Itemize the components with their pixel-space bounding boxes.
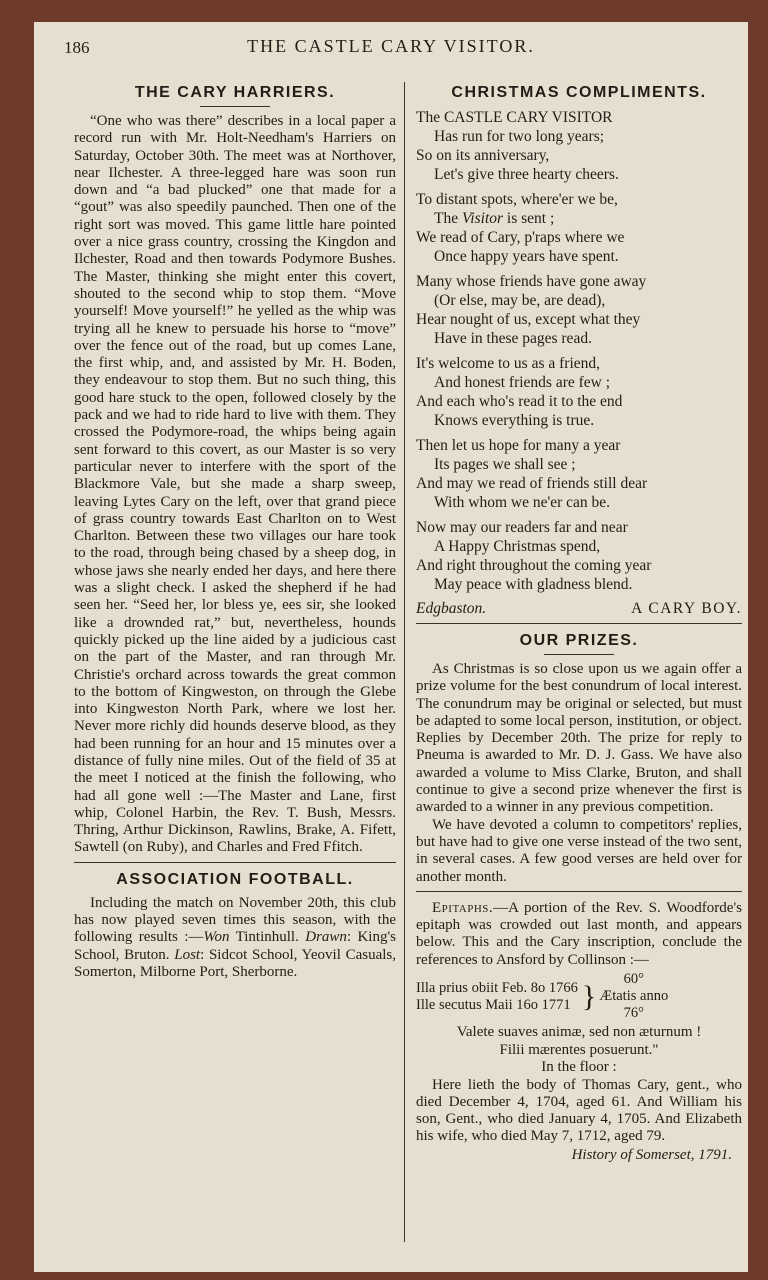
epitaphs-section-rule (416, 891, 742, 892)
poem-stanza-5 (416, 436, 742, 512)
poem-stanza-1 (416, 108, 742, 184)
poem-line: Has run for two long years; (434, 128, 605, 145)
football-lost: : Sidcot School, Yeovil Casuals, Somerton, Milborne Port, Sherborne. (74, 946, 396, 980)
poem-line: Then let us hope for many a year (416, 437, 621, 454)
poem-line: Knows everything is true. (434, 412, 595, 429)
football-heading: ASSOCIATION FOOTBALL. (116, 870, 354, 888)
poem-line: And may we read of friends still dear (416, 475, 648, 492)
poem-line: So on its anniversary, (416, 147, 550, 164)
poem-fragment: is sent ; (503, 210, 555, 227)
poem-place: Edgbaston. (416, 600, 487, 617)
prizes-paragraph-1: As Christmas is so close upon us we again offer a prize volume for the best conundrum of local interest. The conundrum may be original or selected, but must be adapted to some local person, institution, or object. Replies by December 20th. The prize for reply to Pneuma is awarded to Mr. D. J. Gass. We have also awarded a volume to Miss Clarke, Bruton, and shall continue to give a second prize whenever the first is awarded to a winner in any previous competition. (416, 661, 742, 816)
harriers-heading: THE CARY HARRIERS. (134, 84, 336, 101)
christmas-heading: CHRISTMAS COMPLIMENTS. (451, 84, 707, 101)
cary-inscription: Here lieth the body of Thomas Cary, gent., who died December 4, 1704, aged 61. And William his son, Gent., who died January 4, 1705. And Elizabeth his wife, who died May 7, 1712, aged 79. (416, 1076, 742, 1145)
poem-line: Its pages we shall see ; (434, 456, 576, 473)
in-the-floor: In the floor : (541, 1059, 617, 1076)
page-number: 186 (64, 38, 90, 57)
valete-line-1: Valete suaves animæ, sed non æturnum ! (456, 1024, 702, 1041)
poem-fragment: The (434, 210, 462, 227)
football-drawn: : King's School, Bruton. (74, 929, 396, 963)
page (34, 22, 748, 1272)
epitaph-source: History of Somerset, 1791. (571, 1146, 732, 1163)
poem-stanza-2 (416, 190, 742, 266)
poem-line: With whom we ne'er can be. (434, 494, 611, 511)
epitaphs-intro (416, 900, 742, 969)
poem-visitor-italic: Visitor (461, 210, 504, 227)
prizes-heading-rule (544, 654, 614, 655)
prizes-paragraph-2: We have devoted a column to competitors' replies, but have had to give one verse instead of the two sent, in several cases. A few good verses are held over for another month. (416, 816, 742, 885)
poem-line: Have in these pages read. (434, 330, 592, 347)
latin-age-2: 76° (623, 1005, 644, 1022)
football-article (74, 895, 396, 981)
column-divider (404, 82, 405, 1242)
poem-stanza-3 (416, 272, 742, 348)
poem-line: And honest friends are few ; (434, 374, 611, 391)
latin-age-1: 60° (623, 971, 644, 988)
football-intro: Including the match on November 20th, this club has now played seven times this season, with the following results :— (74, 894, 396, 946)
poem-line: We read of Cary, p'raps where we (416, 229, 625, 246)
journal-title: THE CASTLE CARY VISITOR. (247, 36, 535, 56)
poem-line: The CASTLE CARY VISITOR (416, 109, 613, 126)
poem-stanza-6 (416, 518, 742, 594)
football-drawn-label: Drawn (305, 929, 347, 946)
valete-line-2: Filii mærentes posuerunt." (499, 1041, 659, 1058)
harriers-heading-rule (200, 106, 270, 107)
harriers-article: “One who was there” describes in a local paper a record run with Mr. Holt-Needham's Harriers on Saturday, October 30th. The meet was at Northover, near Ilchester. A three-legged hare was soon run down and “a bad plucked” one that made for a “gout” was also speedily paunched. Then one of the right sort was moved. This game little hare pointed over a nice grass country, crossing the Kingdon and Ilchester, Road and then towards Podymore Bushes. The Master, thinking she might enter this covert, shouted to the second whip to stop them. “Move yourself! Move yourself!” he yelled as the whip was trying all he knew to persuade his horse to “move” over the fence out of the road, but up comes Lane, the first whip, and, and assisted by Mr. H. Boden, they endeavour to stop them. But no such thing, this good hare stuck to the open, followed closely by the pack and we had to ride hard to live with them. They crossed the Podymore-road, the whips being again sent forward to this covert, as our Master is so very particular never to interfere with the sport of the Blackmore Vale, but she made a sharp sweep, leaving Lytes Cary on the left, over that grand piece of grass country towards East Charlton on to West Charlton. Between these two villages our hare took to the road, through being chased by a sheep dog, in whose jaws she nearly ended her days, and here there was a slight check. I asked the shepherd if he had seen her. “Seed her, lor bless ye, ees sir, she looked like a drownded rat,” but, nevertheless, hounds quickly picked up the line aided by a judicious cast on the part of the Master, and ran through Mr. Christie's orchard across towards the great common to the bottom of Kingweston, on through the Glebe into Kingweston North Park, where we lost her. Never more richly did hounds deserve blood, as they had been running for an hour and 15 minutes over a distance of fully nine miles. Out of the field of 35 at the meet I noticed at the finish the following, who had all gone well :—The Master and Lane, first whip, Colonel Harbin, the Rev. T. Bush, Messrs. Thring, Arthur Dickinson, Rawlins, Brake, A. Fifett, Sawtell (on Ruby), and Charles and Fred Ffitch. (74, 113, 396, 856)
running-head (34, 36, 748, 62)
right-column (416, 82, 742, 1242)
left-column (74, 82, 396, 1242)
epitaphs-text: —A portion of the Rev. S. Woodforde's epitaph was crowded out last month, and appears below. This and the Cary inscription, conclude the references to Ansford by Collinson :— (416, 899, 742, 968)
poem-line: Hear nought of us, except what they (416, 311, 641, 328)
epitaphs-label: Epitaphs. (432, 899, 494, 916)
poem-line: Once happy years have spent. (434, 248, 619, 265)
football-lost-label: Lost (174, 946, 201, 963)
brace-glyph: } (581, 979, 597, 1013)
latin-aetatis: Ætatis anno (599, 988, 669, 1005)
poem-line: Many whose friends have gone away (416, 273, 647, 290)
latin-inscription (416, 971, 742, 1022)
poem-line: May peace with gladness blend. (434, 576, 633, 593)
poem-author: A CARY BOY. (631, 600, 742, 617)
poem-line (416, 209, 742, 228)
latin-line-1: Illa prius obiit Feb. 8o 1766 (416, 979, 578, 996)
latin-dates (416, 980, 578, 1014)
prizes-heading: OUR PRIZES. (519, 632, 639, 649)
poem-line: Now may our readers far and near (416, 519, 628, 536)
latin-line-2: Ille secutus Maii 16o 1771 (416, 996, 571, 1013)
poem-signature (416, 600, 742, 618)
poem-line: It's welcome to us as a friend, (416, 355, 601, 372)
poem-line: And right throughout the coming year (416, 557, 652, 574)
poem-line: And each who's read it to the end (416, 393, 623, 410)
poem-line: (Or else, may be, are dead), (434, 292, 606, 309)
poem-line: A Happy Christmas spend, (434, 538, 601, 555)
latin-ages (599, 971, 668, 1022)
football-won-label: Won (203, 929, 230, 946)
poem-stanza-4 (416, 354, 742, 430)
poem-line: To distant spots, where'er we be, (416, 191, 618, 208)
football-won: Tintinhull. (229, 929, 306, 946)
prizes-section-rule (416, 623, 742, 624)
poem-line: Let's give three hearty cheers. (434, 166, 619, 183)
football-section-rule (74, 862, 396, 863)
